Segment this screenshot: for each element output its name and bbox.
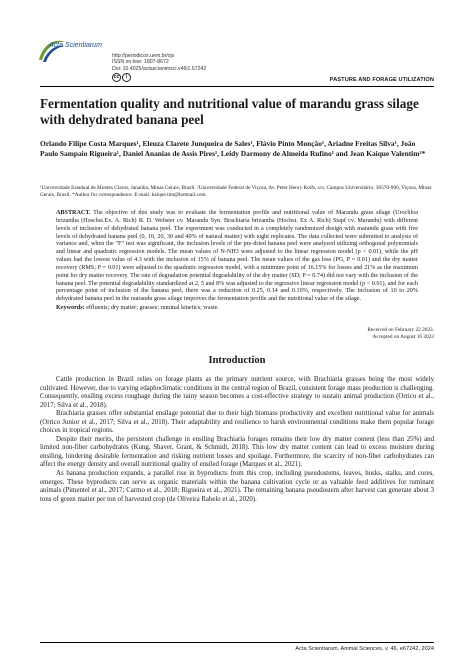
journal-url[interactable]: http://periodicos.uem.br/ojs — [112, 53, 175, 59]
dates — [367, 327, 434, 341]
journal-logo-text: Acta Scientiarum — [49, 42, 102, 49]
section-tag: PASTURE AND FORAGE UTILIZATION — [329, 77, 434, 83]
keywords-text: effluents; dry matter; grasses; ruminal kinetics; waste. — [86, 304, 219, 311]
doi[interactable]: Doi: 10.4025/actascianimsci.v46i1.67242 — [112, 65, 207, 72]
paragraph: Despite their merits, the persistent challenge in ensiling Brachiaria forages remains their low dry matter content (less than 25%) and limited non-fiber carbohydrates (Kung, Shaver, Grant, & Schmidt, 2018). This low dry matter content can lead to excess moisture during ensiling, hindering desirable fermentation and risking nutrient losses and spoilage. Furthermore, the scarcity of non-fiber carbohydrates can affect the energy density and overall nutritional quality of ensiled forage (Marques et al., 2021). — [40, 435, 434, 469]
abstract — [56, 210, 418, 304]
abstract-text: The objective of this study was to evaluate the fermentation profile and nutritional value of Marandu grass silage (Urochloa brizantha (Hoschst.Ex. A. Rich) R. D. Webster cv. Marandu Syn. Brachiaria brizantha (Hochst. Ex A. Rich) Stapf cv. Marandu) with different levels of inclusion of dehydrated banana peel. The experiment was conducted in a completely randomized design with marandu grass with five levels of dehydrated banana peel (0, 10, 20, 30 and 40% of natural matter) with eight replicates. The data collected were submitted to analysis of variance and, when the "F" test was significant, the inclusion levels of the pre-dried banana peel were analyzed utilizing orthogonal polynomials and linear and quadratic regression models. The mean values of N-NH3 were adjusted to the linear regression model (p < 0.01), while the pH values had the lowest value of 4.3 with the inclusion of 15% of banana peel. The mean values of the gas loss (PG, P = 0.01) and the dry matter recovery (RMS; P = 0.01) were adjusted to the quadratic regression model, with a minimum point of 16.15% for losses and 21% as the maximum point for dry matter recovery. The rate of degradation potential degradability of the dry matter (SD; P = 0.74) did not vary with the inclusion of the banana peel. The potential degradability standardized at 2, 5 and 8% was adjusted to the regressive linear regression model (p < 0.01), and for each percentage point of inclusion of the banana peel, there was a reduction of 0.25, 0.14 and 0.10%, respectively. The inclusion of 10 to 20% dehydrated banana peel in the marandu grass silage improves the fermentation profile and the nutritional value of the silage. — [56, 210, 418, 303]
by-icon: i — [122, 73, 131, 82]
section-heading: Introduction — [208, 355, 266, 366]
authors: Orlando Filipe Costa Marques¹, Eleuza Clarete Junqueira de Sales¹, Flávio Pinto Monção¹, Ariadne Freitas Silva¹, João Paulo Sampaio Rigueira¹, Daniel Ananias de Assis Pires¹, Leidy Darmony de Almeida Rufino¹ and Jean Kaique Valentim²* — [40, 139, 426, 159]
affiliations: ¹Universidade Estadual de Montes Claros, Janaúba, Minas Gerais, Brazil. ²Universidade Federal de Viçosa, Av. Peter Henry Rolfs, s/n, Campus Universitário, 36570-900, Viçosa, Minas Gerais, Brazil. *Author for correspondence. E-mail: kaique.tim@hotmail.com — [40, 185, 432, 198]
paragraph: Brachiaria grasses offer substantial ensilage potential due to their high biomass productivity and excellent nutritional value for animals (Orrico Junior et al., 2017; Silva et al., 2018). Their adaptability and resilience to harsh environmental conditions make them popular forage choices in tropical regions. — [40, 410, 434, 435]
introduction-body — [40, 376, 434, 504]
cc-license-icon[interactable] — [112, 73, 131, 82]
footer-divider — [40, 642, 434, 643]
paragraph: As banana production expands, a parallel rise in byproducts from this crop, including pseudostems, leaves, husks, stalks, and cores, emerges. These byproducts can serve as organic materials within the banana cultivation cycle or as valuable feed additives for ruminant animals (Pimentel et al., 2017; Carmo et al., 2018; Rigueira et al., 2021). The remaining banana pseudostem after harvest can generate about 3 tons of green matter per ton of harvested crop (de Oliveira Rabelo et al., 2020). — [40, 470, 434, 503]
keywords — [56, 305, 418, 313]
cc-icon: cc — [113, 74, 120, 80]
header-divider — [40, 86, 434, 87]
page-footer: Acta Scientiarum. Animal Sciences, v. 46, e67242, 2024 — [295, 646, 434, 652]
accepted-date: Accepted on August 16 2023 — [372, 334, 434, 340]
issn: ISSN on-line: 1807-8672 — [112, 59, 169, 66]
received-date: Received on February 22 2023. — [367, 327, 434, 333]
article-title: Fermentation quality and nutritional value of marandu grass silage with dehydrated banana peel — [40, 96, 419, 127]
paragraph: Cattle production in Brazil relies on forage plants as the primary nutrient source, with Brachiaria grasses being the most widely cultivated. However, due to varying edaphoclimatic conditions in the central region of Brazil, consistent forage mass production is challenging. Consequently, ensiling excess roughage during the rainy season becomes a cost-effective strategy to sustain animal production (Orrico et al., 2017; Silva et al., 2018). — [40, 376, 434, 409]
article-meta — [112, 53, 206, 72]
abstract-label: ABSTRACT. — [56, 210, 91, 216]
abstract-box — [56, 210, 418, 312]
journal-logo-icon — [37, 36, 67, 64]
keywords-label: Keywords: — [56, 304, 85, 311]
